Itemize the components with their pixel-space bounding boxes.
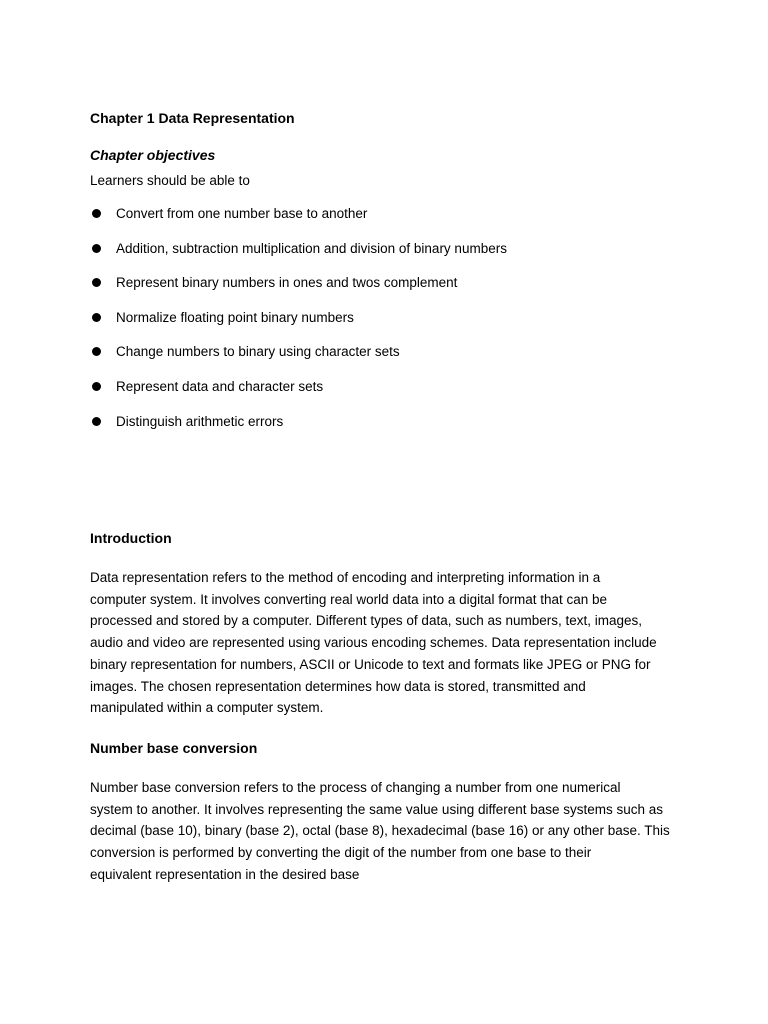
bullet-icon xyxy=(92,382,101,391)
objectives-heading: Chapter objectives xyxy=(90,147,216,163)
objective-text: Change numbers to binary using character sets xyxy=(116,344,400,360)
paragraph-line: binary representation for numbers, ASCII or Unicode to text and formats like JPEG or PNG for xyxy=(90,656,651,672)
paragraph-line: conversion is performed by converting the digit of the number from one base to their xyxy=(90,845,592,861)
objective-text: Addition, subtraction multiplication and division of binary numbers xyxy=(116,240,507,256)
paragraph-line: Data representation refers to the method of encoding and interpreting information in a xyxy=(90,570,601,585)
number-base-paragraph xyxy=(90,777,680,886)
objectives-intro: Learners should be able to xyxy=(90,173,250,188)
bullet-icon xyxy=(92,244,101,253)
bullet-icon xyxy=(92,417,101,426)
bullet-icon xyxy=(92,209,101,218)
objective-text: Distinguish arithmetic errors xyxy=(116,413,284,429)
bullet-icon xyxy=(92,313,101,322)
paragraph-line: images. The chosen representation determines how data is stored, transmitted and xyxy=(90,678,586,694)
paragraph-line: manipulated within a computer system. xyxy=(90,700,324,716)
bullet-icon xyxy=(92,278,101,287)
paragraph-line: Number base conversion refers to the process of changing a number from one numerical xyxy=(90,780,621,795)
objective-text: Represent data and character sets xyxy=(116,378,324,394)
paragraph-line: computer system. It involves converting real world data into a digital format that can be xyxy=(90,591,608,607)
introduction-heading: Introduction xyxy=(90,530,172,546)
paragraph-line: processed and stored by a computer. Different types of data, such as numbers, text, images, xyxy=(90,613,643,629)
paragraph-line: system to another. It involves representing the same value using different base systems such as xyxy=(90,801,664,817)
objective-text: Normalize floating point binary numbers xyxy=(116,309,354,325)
paragraph-line: audio and video are represented using various encoding schemes. Data representation include xyxy=(90,635,657,651)
chapter-title: Chapter 1 Data Representation xyxy=(90,110,295,126)
introduction-paragraph xyxy=(90,567,680,719)
paragraph-line: decimal (base 10), binary (base 2), octal (base 8), hexadecimal (base 16) or any other base. This xyxy=(90,823,670,839)
objective-text: Convert from one number base to another xyxy=(116,206,368,221)
number-base-heading: Number base conversion xyxy=(90,740,258,756)
bullet-icon xyxy=(92,347,101,356)
objective-text: Represent binary numbers in ones and twos complement xyxy=(116,275,458,291)
paragraph-line: equivalent representation in the desired base xyxy=(90,866,360,882)
